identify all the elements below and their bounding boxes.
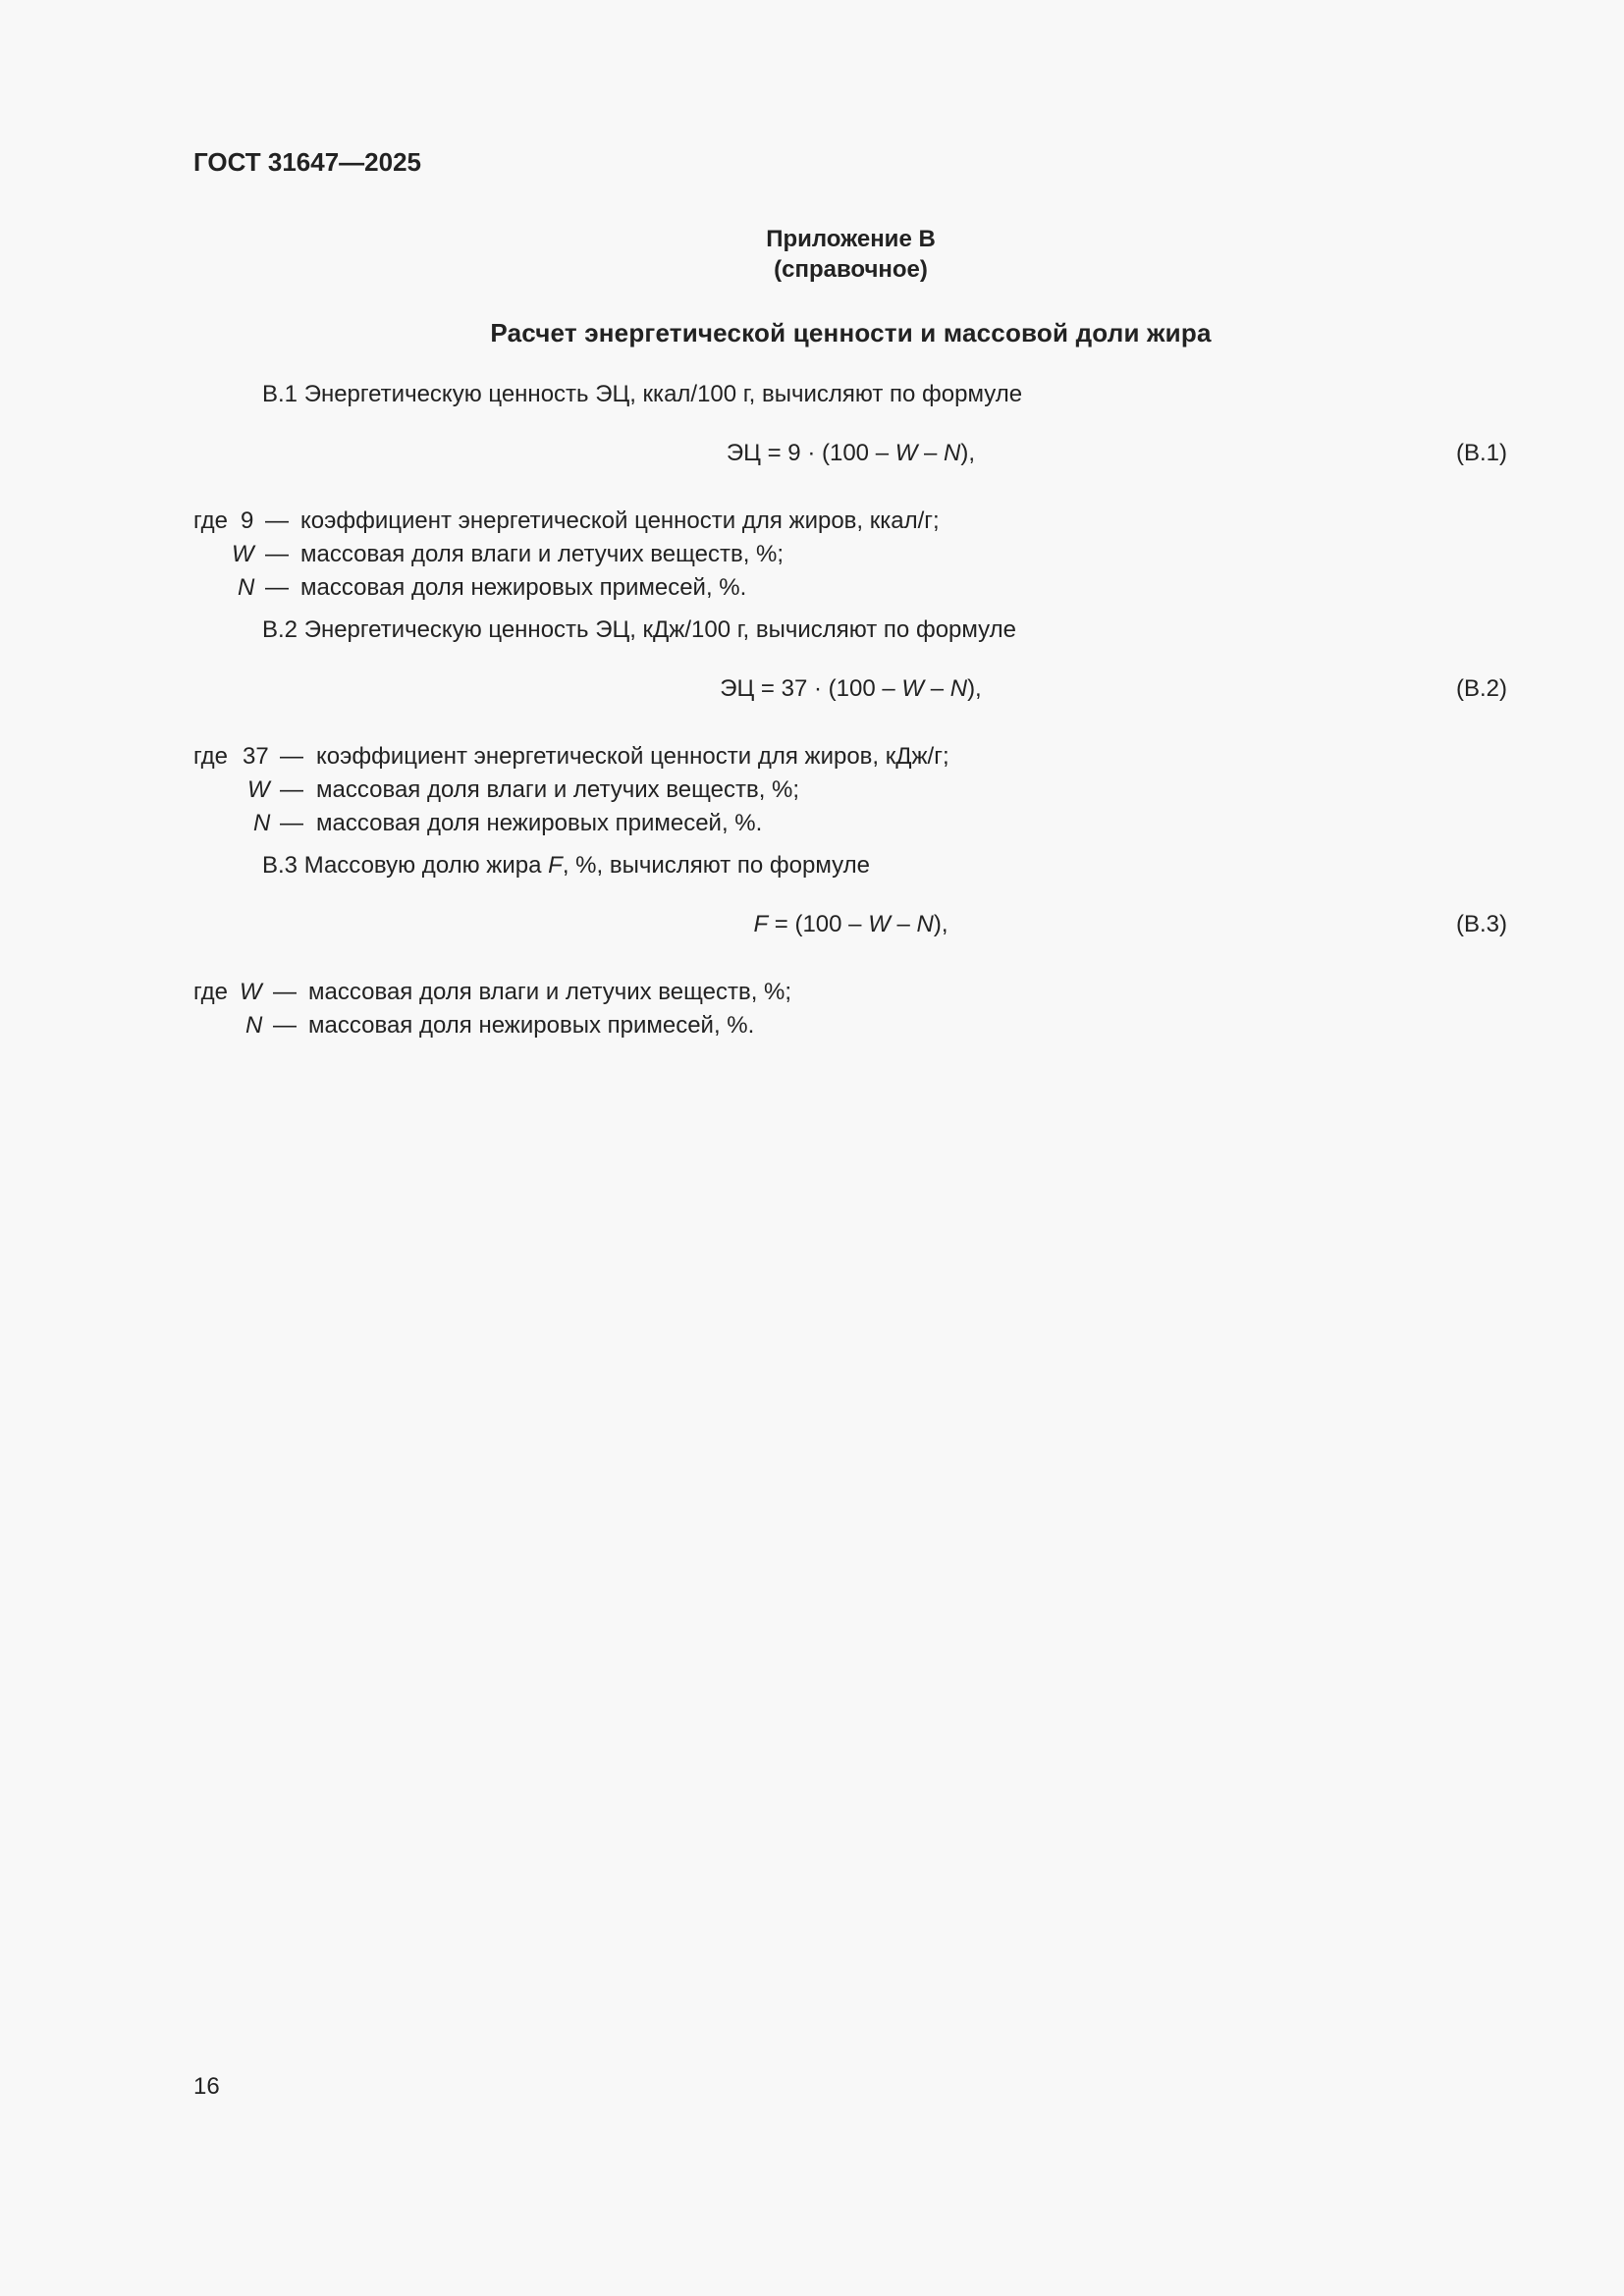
- def-symbol: W: [247, 776, 270, 803]
- formula-number-b1: (В.1): [1456, 440, 1508, 466]
- def-text: массовая доля нежировых примесей, %.: [308, 1012, 755, 1039]
- def-text: коэффициент энергетической ценности для жиров, ккал/г;: [300, 507, 940, 534]
- document-header: ГОСТ 31647—2025: [193, 147, 421, 177]
- def-dash: —: [265, 574, 289, 601]
- formula-b1: ЭЦ = 9 · (100 – W – N),: [726, 440, 976, 466]
- appendix-kind: (справочное): [774, 256, 928, 283]
- formula-b2: ЭЦ = 37 · (100 – W – N),: [720, 675, 982, 702]
- def-text: массовая доля нежировых примесей, %.: [316, 810, 763, 836]
- where-word-b3: где: [193, 979, 229, 1005]
- appendix-title: Расчет энергетической ценности и массовой доли жира: [490, 318, 1212, 347]
- def-symbol: W: [240, 979, 262, 1005]
- def-text: массовая доля влаги и летучих веществ, %;: [316, 776, 800, 803]
- section-b3-intro: В.3 Массовую долю жира F, %, вычисляют по формуле: [262, 852, 870, 879]
- where-word-b1: где: [193, 507, 229, 534]
- def-dash: —: [273, 1012, 297, 1039]
- def-dash: —: [273, 979, 297, 1005]
- def-symbol: 37: [243, 743, 269, 770]
- def-symbol: N: [238, 574, 255, 601]
- def-symbol: N: [245, 1012, 263, 1039]
- section-b1-intro: В.1 Энергетическую ценность ЭЦ, ккал/100 г, вычисляют по формуле: [262, 381, 1023, 407]
- def-symbol: 9: [241, 507, 254, 534]
- page-number: 16: [193, 2073, 220, 2100]
- def-dash: —: [280, 743, 303, 770]
- def-dash: —: [265, 541, 289, 567]
- def-symbol: W: [232, 541, 254, 567]
- def-dash: —: [280, 776, 303, 803]
- def-text: массовая доля влаги и летучих веществ, %;: [308, 979, 792, 1005]
- def-dash: —: [280, 810, 303, 836]
- section-b2-intro: В.2 Энергетическую ценность ЭЦ, кДж/100 г, вычисляют по формуле: [262, 616, 1016, 643]
- where-word-b2: где: [193, 743, 229, 770]
- formula-number-b3: (В.3): [1456, 911, 1508, 937]
- formula-number-b2: (В.2): [1456, 675, 1508, 702]
- formula-b3: F = (100 – W – N),: [753, 911, 948, 937]
- def-dash: —: [265, 507, 289, 534]
- appendix-label: Приложение В: [766, 226, 936, 252]
- def-symbol: N: [253, 810, 271, 836]
- def-text: коэффициент энергетической ценности для жиров, кДж/г;: [316, 743, 949, 770]
- def-text: массовая доля влаги и летучих веществ, %;: [300, 541, 785, 567]
- def-text: массовая доля нежировых примесей, %.: [300, 574, 747, 601]
